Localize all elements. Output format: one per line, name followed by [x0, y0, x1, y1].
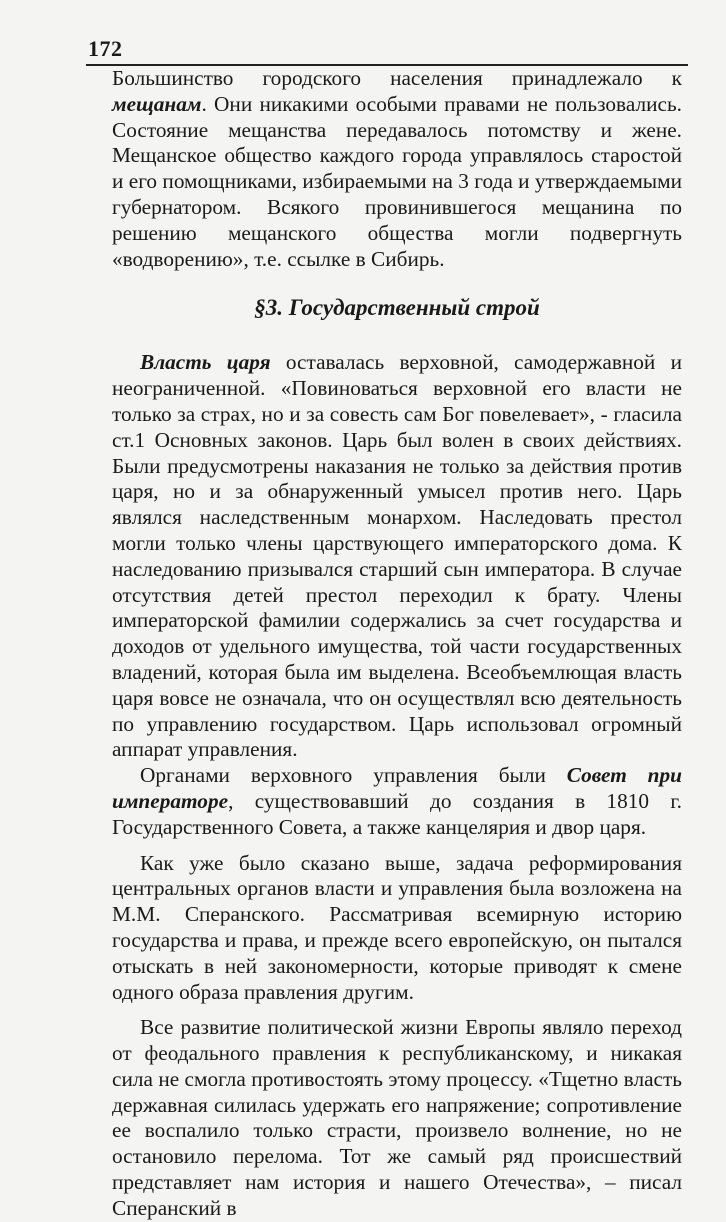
paragraph-text: Как уже было сказано выше, задача реформирования центральных органов власти и управления была возложена на М.М. Сперанского. Рассматривая всемирную историю государства и права, и прежде всего европейскую, он пытался отыскать в ней закономерности, которые приводят к смене одного образа правления другим. — [112, 850, 682, 1004]
paragraph-meshchane — [112, 66, 682, 272]
term-council: Совет при императоре — [112, 763, 682, 813]
paragraph-text: Органами верховного управления были — [140, 763, 567, 788]
paragraph-text: оставалась верховной, самодержавной и неограниченной. «Повиноваться верховной его власти не только за страх, но и за совесть сам Бог повелевает», - гласила ст.1 Основных законов. Царь был волен в своих действиях. Были предусмотрены наказания не только за действия против царя, но и за обнаруженный умысел против него. Царь являлся наследственным монархом. Наследовать престол могли только члены царствующего императорского дома. К наследованию призывался старший сын императора. В случае отсутствия детей престол переходил к брату. Члены императорской фамилии содержались за счет государства и доходов от удельного имущества, той части государственных владений, которая была им выделена. Всеобъемлющая власть царя вовсе не означала, что он осуществлял всю деятельность по управлению государством. Царь использовал огромный аппарат управления. — [112, 350, 682, 762]
paragraph-text: Большинство городского населения принадлежало к — [112, 66, 682, 90]
paragraph-gap — [112, 841, 682, 851]
paragraph-tsar-power — [112, 350, 682, 763]
paragraph-europe — [112, 1015, 682, 1221]
paragraph-text: Все развитие политической жизни Европы являло переход от феодального правления к республиканскому, и никакая сила не смогла противостоять этому процессу. «Тщетно власть державная силилась удержать его напряжение; сопротивление ее воспалило только страсти, произвело волнение, но не остановило перелома. Тот же самый ряд происшествий представляет нам история и нашего Отечества», – писал Сперанский в — [112, 1015, 682, 1220]
paragraph-text: . Они никакими особыми правами не пользовались. Состояние мещанства передавалось потомству и жене. Мещанское общество каждого города управлялось старостой и его помощниками, избираемыми на 3 года и утверждаемыми губернатором. Всякого провинившегося мещанина по решению мещанского общества могли подвергнуть «водворению», т.е. ссылке в Сибирь. — [112, 91, 682, 271]
paragraph-supreme-organs — [112, 763, 682, 840]
paragraph-gap — [112, 1005, 682, 1015]
paragraph-text: , существовавший до создания в 1810 г. Государственного Совета, а также канцелярия и двор царя. — [112, 788, 682, 839]
section-heading: §3. Государственный строй — [254, 295, 540, 321]
page-number: 172 — [88, 36, 123, 61]
term-tsar-power: Власть царя — [140, 350, 271, 375]
paragraph-speransky — [112, 851, 682, 1006]
term-meshchane: мещанам — [112, 91, 202, 116]
page-body — [112, 66, 682, 1222]
